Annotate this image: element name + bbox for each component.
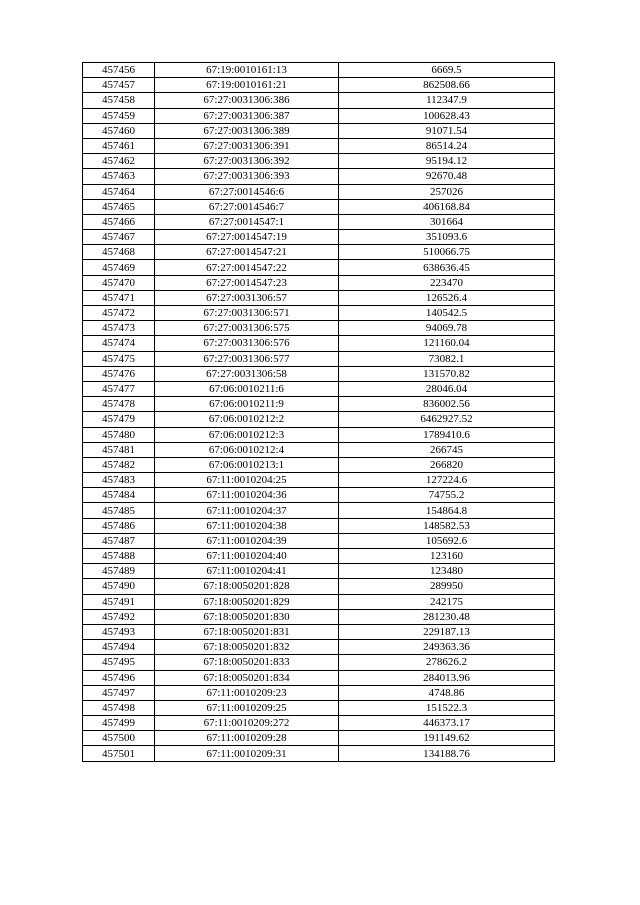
cadastral-number-cell: 67:18:0050201:833 [155,655,339,670]
cadastral-number-cell: 67:11:0010204:40 [155,549,339,564]
value-cell: 242175 [339,594,555,609]
row-number-cell: 457469 [83,260,155,275]
value-cell: 126526.4 [339,290,555,305]
value-cell: 6462927.52 [339,412,555,427]
row-number-cell: 457487 [83,533,155,548]
table-row [83,93,555,108]
value-cell: 151522.3 [339,700,555,715]
cadastral-number-cell: 67:11:0010209:25 [155,700,339,715]
row-number-cell: 457481 [83,442,155,457]
value-cell: 351093.6 [339,230,555,245]
row-number-cell: 457464 [83,184,155,199]
table-row [83,488,555,503]
cadastral-number-cell: 67:18:0050201:831 [155,624,339,639]
row-number-cell: 457476 [83,366,155,381]
table-row [83,138,555,153]
cadastral-number-cell: 67:11:0010204:41 [155,564,339,579]
table-row [83,579,555,594]
cadastral-number-cell: 67:27:0014547:21 [155,245,339,260]
row-number-cell: 457484 [83,488,155,503]
cadastral-number-cell: 67:19:0010161:21 [155,78,339,93]
value-cell: 6669.5 [339,63,555,78]
cadastral-number-cell: 67:27:0014546:7 [155,199,339,214]
value-cell: 154864.8 [339,503,555,518]
cadastral-number-cell: 67:06:0010211:9 [155,397,339,412]
cadastral-number-cell: 67:27:0014547:23 [155,275,339,290]
value-cell: 73082.1 [339,351,555,366]
row-number-cell: 457460 [83,123,155,138]
value-cell: 92670.48 [339,169,555,184]
value-cell: 95194.12 [339,154,555,169]
cadastral-value-table [82,62,555,762]
value-cell: 223470 [339,275,555,290]
table-row [83,336,555,351]
table-row [83,473,555,488]
value-cell: 249363.36 [339,640,555,655]
value-cell: 86514.24 [339,138,555,153]
row-number-cell: 457477 [83,381,155,396]
row-number-cell: 457489 [83,564,155,579]
table-row [83,624,555,639]
table-row [83,549,555,564]
row-number-cell: 457472 [83,306,155,321]
row-number-cell: 457478 [83,397,155,412]
row-number-cell: 457486 [83,518,155,533]
cadastral-number-cell: 67:27:0031306:387 [155,108,339,123]
row-number-cell: 457462 [83,154,155,169]
row-number-cell: 457470 [83,275,155,290]
table-row [83,290,555,305]
cadastral-number-cell: 67:11:0010204:39 [155,533,339,548]
cadastral-number-cell: 67:27:0031306:577 [155,351,339,366]
value-cell: 134188.76 [339,746,555,761]
cadastral-number-cell: 67:27:0031306:576 [155,336,339,351]
value-cell: 148582.53 [339,518,555,533]
table-row [83,503,555,518]
table-row [83,457,555,472]
value-cell: 281230.48 [339,609,555,624]
value-cell: 91071.54 [339,123,555,138]
row-number-cell: 457466 [83,214,155,229]
table-row [83,108,555,123]
value-cell: 94069.78 [339,321,555,336]
table-row [83,321,555,336]
row-number-cell: 457465 [83,199,155,214]
table-row [83,230,555,245]
cadastral-number-cell: 67:27:0031306:575 [155,321,339,336]
value-cell: 266820 [339,457,555,472]
row-number-cell: 457495 [83,655,155,670]
table-row [83,63,555,78]
cadastral-number-cell: 67:18:0050201:832 [155,640,339,655]
row-number-cell: 457467 [83,230,155,245]
value-cell: 406168.84 [339,199,555,214]
table-row [83,746,555,761]
table-row [83,640,555,655]
table-row [83,306,555,321]
value-cell: 131570.82 [339,366,555,381]
cadastral-number-cell: 67:11:0010204:25 [155,473,339,488]
cadastral-number-cell: 67:27:0014547:19 [155,230,339,245]
row-number-cell: 457483 [83,473,155,488]
cadastral-number-cell: 67:11:0010204:36 [155,488,339,503]
table-row [83,533,555,548]
table-body [83,63,555,762]
table-row [83,154,555,169]
cadastral-number-cell: 67:18:0050201:829 [155,594,339,609]
table-row [83,214,555,229]
value-cell: 266745 [339,442,555,457]
row-number-cell: 457471 [83,290,155,305]
table-row [83,169,555,184]
table-row [83,716,555,731]
cadastral-number-cell: 67:11:0010209:28 [155,731,339,746]
table-row [83,123,555,138]
value-cell: 862508.66 [339,78,555,93]
cadastral-number-cell: 67:06:0010212:2 [155,412,339,427]
cadastral-number-cell: 67:11:0010209:23 [155,685,339,700]
row-number-cell: 457468 [83,245,155,260]
row-number-cell: 457482 [83,457,155,472]
row-number-cell: 457457 [83,78,155,93]
value-cell: 284013.96 [339,670,555,685]
table-row [83,564,555,579]
row-number-cell: 457473 [83,321,155,336]
cadastral-number-cell: 67:19:0010161:13 [155,63,339,78]
value-cell: 28046.04 [339,381,555,396]
row-number-cell: 457500 [83,731,155,746]
row-number-cell: 457491 [83,594,155,609]
row-number-cell: 457492 [83,609,155,624]
value-cell: 112347.9 [339,93,555,108]
row-number-cell: 457494 [83,640,155,655]
table-row [83,275,555,290]
cadastral-number-cell: 67:06:0010211:6 [155,381,339,396]
value-cell: 1789410.6 [339,427,555,442]
cadastral-number-cell: 67:06:0010213:1 [155,457,339,472]
table-row [83,594,555,609]
row-number-cell: 457501 [83,746,155,761]
table-row [83,609,555,624]
value-cell: 446373.17 [339,716,555,731]
cadastral-number-cell: 67:27:0031306:571 [155,306,339,321]
cadastral-number-cell: 67:27:0014546:6 [155,184,339,199]
table-row [83,427,555,442]
value-cell: 836002.56 [339,397,555,412]
table-row [83,518,555,533]
table-row [83,442,555,457]
row-number-cell: 457480 [83,427,155,442]
value-cell: 127224.6 [339,473,555,488]
row-number-cell: 457493 [83,624,155,639]
value-cell: 123480 [339,564,555,579]
table-row [83,700,555,715]
cadastral-number-cell: 67:18:0050201:828 [155,579,339,594]
value-cell: 191149.62 [339,731,555,746]
row-number-cell: 457498 [83,700,155,715]
value-cell: 121160.04 [339,336,555,351]
cadastral-number-cell: 67:11:0010204:38 [155,518,339,533]
cadastral-number-cell: 67:11:0010209:272 [155,716,339,731]
value-cell: 140542.5 [339,306,555,321]
table-row [83,184,555,199]
row-number-cell: 457456 [83,63,155,78]
cadastral-number-cell: 67:18:0050201:830 [155,609,339,624]
cadastral-number-cell: 67:27:0014547:22 [155,260,339,275]
table-row [83,731,555,746]
table-row [83,260,555,275]
value-cell: 4748.86 [339,685,555,700]
value-cell: 638636.45 [339,260,555,275]
row-number-cell: 457459 [83,108,155,123]
row-number-cell: 457496 [83,670,155,685]
cadastral-number-cell: 67:27:0014547:1 [155,214,339,229]
table-row [83,381,555,396]
table-row [83,670,555,685]
cadastral-number-cell: 67:27:0031306:58 [155,366,339,381]
row-number-cell: 457475 [83,351,155,366]
cadastral-number-cell: 67:27:0031306:393 [155,169,339,184]
row-number-cell: 457488 [83,549,155,564]
cadastral-number-cell: 67:06:0010212:4 [155,442,339,457]
table-row [83,397,555,412]
cadastral-number-cell: 67:18:0050201:834 [155,670,339,685]
value-cell: 278626.2 [339,655,555,670]
cadastral-number-cell: 67:27:0031306:389 [155,123,339,138]
value-cell: 301664 [339,214,555,229]
table-row [83,685,555,700]
value-cell: 74755.2 [339,488,555,503]
cadastral-number-cell: 67:27:0031306:391 [155,138,339,153]
table-row [83,655,555,670]
cadastral-number-cell: 67:11:0010204:37 [155,503,339,518]
row-number-cell: 457479 [83,412,155,427]
value-cell: 229187.13 [339,624,555,639]
row-number-cell: 457458 [83,93,155,108]
value-cell: 100628.43 [339,108,555,123]
cadastral-number-cell: 67:06:0010212:3 [155,427,339,442]
table-row [83,245,555,260]
value-cell: 105692.6 [339,533,555,548]
table-row [83,366,555,381]
table-row [83,412,555,427]
row-number-cell: 457490 [83,579,155,594]
row-number-cell: 457485 [83,503,155,518]
value-cell: 123160 [339,549,555,564]
value-cell: 257026 [339,184,555,199]
cadastral-number-cell: 67:27:0031306:57 [155,290,339,305]
row-number-cell: 457497 [83,685,155,700]
value-cell: 510066.75 [339,245,555,260]
value-cell: 289950 [339,579,555,594]
table-row [83,78,555,93]
cadastral-number-cell: 67:27:0031306:392 [155,154,339,169]
row-number-cell: 457461 [83,138,155,153]
table-row [83,199,555,214]
cadastral-number-cell: 67:27:0031306:386 [155,93,339,108]
row-number-cell: 457474 [83,336,155,351]
row-number-cell: 457463 [83,169,155,184]
cadastral-number-cell: 67:11:0010209:31 [155,746,339,761]
row-number-cell: 457499 [83,716,155,731]
table-row [83,351,555,366]
